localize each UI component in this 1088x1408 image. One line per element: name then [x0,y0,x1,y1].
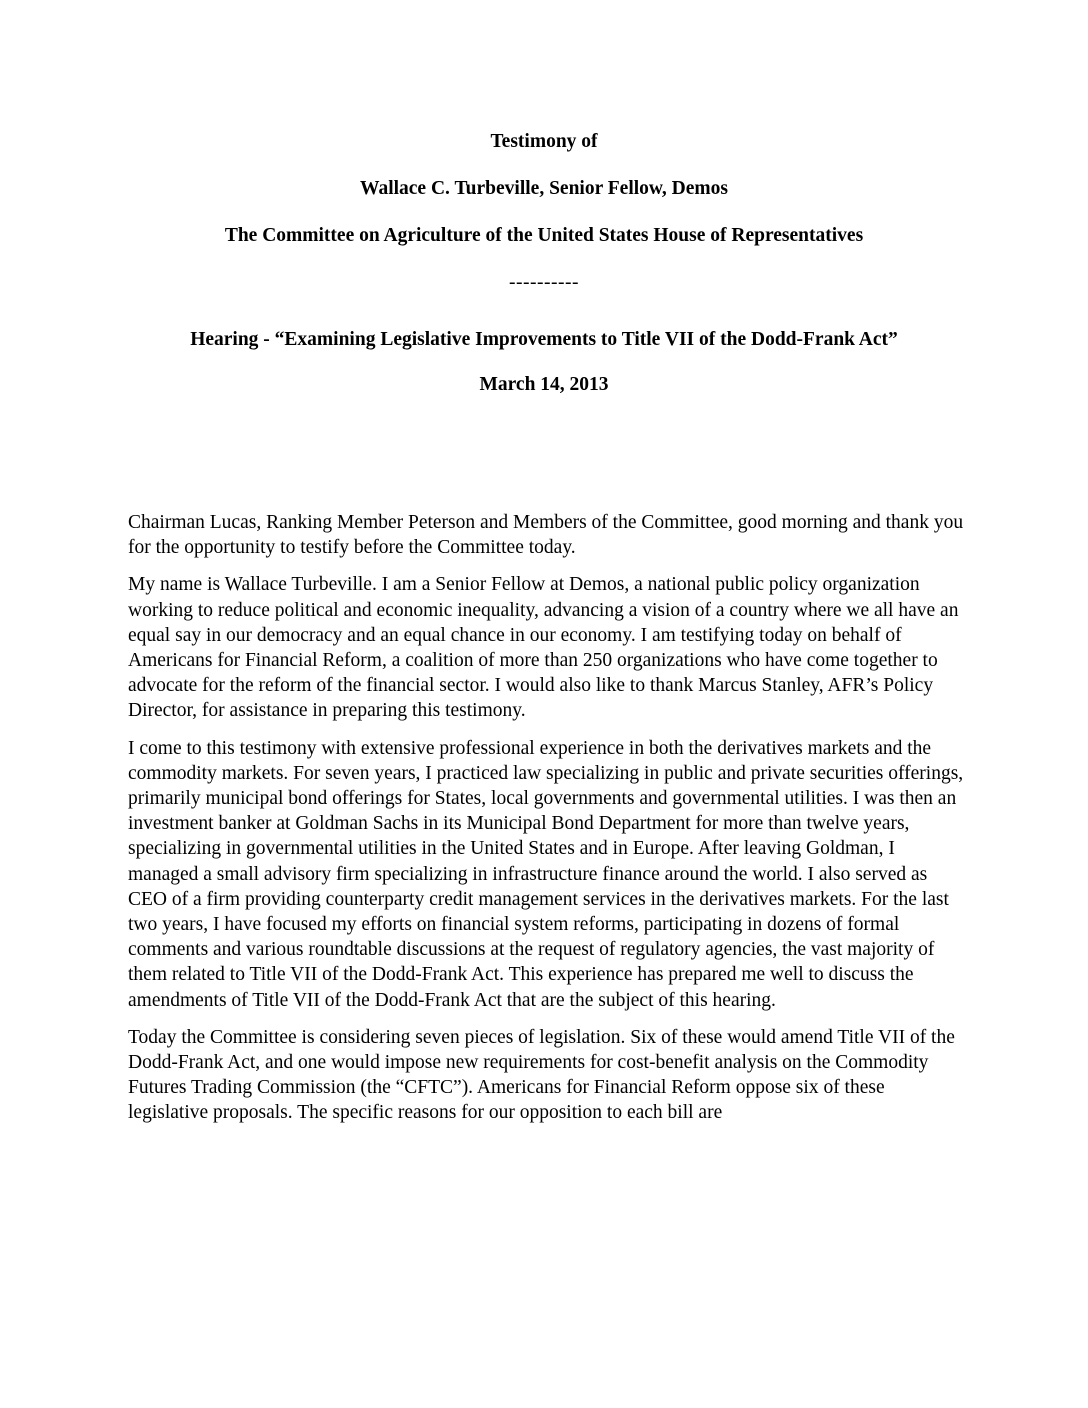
author-line: Wallace C. Turbeville, Senior Fellow, Demos [360,178,728,199]
section-separator: ---------- [509,272,579,293]
hearing-date: March 14, 2013 [479,374,609,395]
paragraph-experience: I come to this testimony with extensive professional experience in both the derivatives markets and the commodity markets. For seven years, I practiced law specializing in public and private securities offerings, primarily municipal bond offerings for States, local governments and governmental utilities. I was then an investment banker at Goldman Sachs in its Municipal Bond Department for more than twelve years, specializing in governmental utilities in the United States and in Europe. After leaving Goldman, I managed a small advisory firm specializing in infrastructure finance around the world. I also served as CEO of a firm providing counterparty credit management services in the derivatives markets. For the last two years, I have focused my efforts on financial system reforms, participating in dozens of formal comments and various roundtable discussions at the request of regulatory agencies, the vast majority of them related to Title VII of the Dodd-Frank Act. This experience has prepared me well to discuss the amendments of Title VII of the Dodd-Frank Act that are the subject of this hearing. [128,737,964,1011]
hearing-title: Hearing - “Examining Legislative Improvements to Title VII of the Dodd-Frank Act” [190,329,898,350]
testimony-body [128,510,968,1138]
document-title: Testimony of [490,131,598,152]
paragraph-legislation-overview: Today the Committee is considering seven pieces of legislation. Six of these would amend Title VII of the Dodd-Frank Act, and one would impose new requirements for cost-benefit analysis on the Commodity Futures Trading Commission (the “CFTC”). Americans for Financial Reform oppose six of these legislative proposals. The specific reasons for our opposition to each bill are [128,1026,955,1124]
paragraph-introduction: My name is Wallace Turbeville. I am a Senior Fellow at Demos, a national public policy organization working to reduce political and economic inequality, advancing a vision of a country where we all have an equal say in our democracy and an equal chance in our economy. I am testifying today on behalf of Americans for Financial Reform, a coalition of more than 250 organizations who have come together to advocate for the reform of the financial sector. I would also like to thank Marcus Stanley, AFR’s Policy Director, for assistance in preparing this testimony. [128,574,959,722]
paragraph-greeting: Chairman Lucas, Ranking Member Peterson and Members of the Committee, good morning and thank you for the opportunity to testify before the Committee today. [128,512,964,559]
committee-line: The Committee on Agriculture of the United States House of Representatives [224,225,864,246]
